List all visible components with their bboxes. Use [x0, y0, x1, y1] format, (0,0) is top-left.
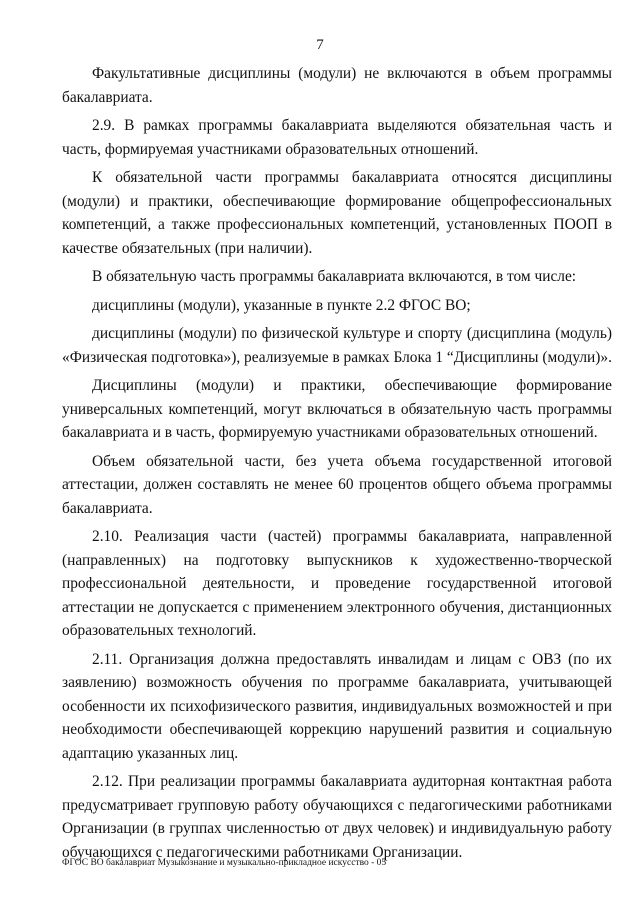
paragraph-mandatory-part-contents: К обязательной части программы бакалавриата относятся дисциплины (модули) и практики, обеспечивающие формирование общепрофессиональных компетенций, а также профессиональных компетенций, установленных ПООП в качестве обязательных (при наличии). [62, 169, 612, 257]
page-footer: ФГОС ВО бакалавриат Музыкознание и музыкально-прикладное искусство - 05 [62, 858, 387, 868]
paragraph-mandatory-part-includes: В обязательную часть программы бакалавриата включаются, в том числе: [92, 268, 577, 285]
paragraph-2-9: 2.9. В рамках программы бакалавриата выделяются обязательная часть и часть, формируемая участниками образовательных отношений. [62, 117, 612, 158]
paragraph-2-10: 2.10. Реализация части (частей) программы бакалавриата, направленной (направленных) на подготовку выпускников к художественно-творческой профессиональной деятельности, и проведение государственной итоговой аттестации не допускается с применением электронного обучения, дистанционных образовательных технологий. [62, 528, 612, 639]
paragraph-universal-competencies: Дисциплины (модули) и практики, обеспечивающие формирование универсальных компетенций, могут включаться в обязательную часть программы бакалавриата и в часть, формируемую участниками образовательных отношений. [62, 377, 612, 441]
paragraph-2-12: 2.12. При реализации программы бакалавриата аудиторная контактная работа предусматривает групповую работу обучающихся с педагогическими работниками Организации (в группах численностью от двух человек) и индивидуальную работу обучающихся с педагогическими работниками Организации. [62, 773, 612, 861]
page-number: 7 [316, 37, 324, 53]
paragraph-elective-disciplines: Факультативные дисциплины (модули) не включаются в объем программы бакалавриата. [62, 65, 612, 106]
paragraph-2-11: 2.11. Организация должна предоставлять инвалидам и лицам с ОВЗ (по их заявлению) возможность обучения по программе бакалавриата, учитывающей особенности их психофизического развития, индивидуальных возможностей и при необходимости обеспечивающей коррекцию нарушений развития и социальную адаптацию указанных лиц. [62, 650, 612, 762]
document-body [62, 62, 612, 869]
paragraph-mandatory-volume: Объем обязательной части, без учета объема государственной итоговой аттестации, должен составлять не менее 60 процентов общего объема программы бакалавриата. [62, 452, 612, 517]
paragraph-physical-culture: дисциплины (модули) по физической культуре и спорту (дисциплина (модуль) «Физическая подготовка»), реализуемые в рамках Блока 1 “Дисциплины (модули)». [62, 325, 612, 366]
paragraph-disciplines-item-2-2: дисциплины (модули), указанные в пункте 2.2 ФГОС ВО; [92, 296, 471, 314]
